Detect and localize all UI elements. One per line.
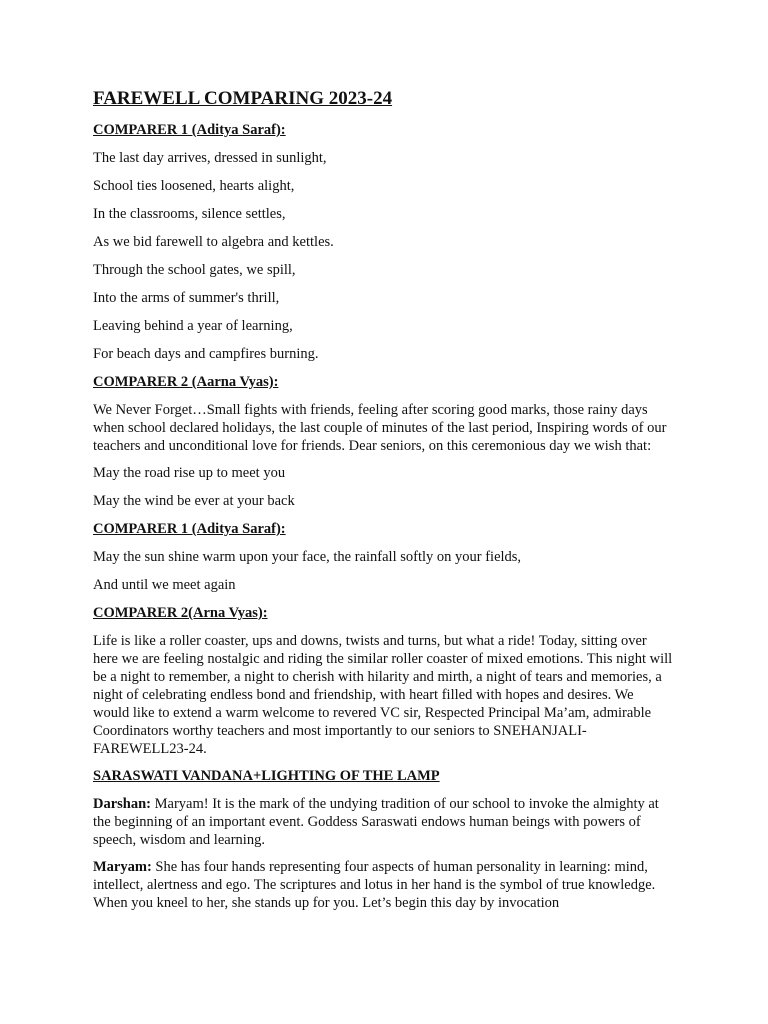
poem-line: School ties loosened, hearts alight, xyxy=(93,178,295,194)
poem-line: For beach days and campfires burning. xyxy=(93,346,319,362)
speaker-name: Maryam: xyxy=(93,859,152,875)
poem-line: As we bid farewell to algebra and kettles. xyxy=(93,234,334,250)
document-title: FAREWELL COMPARING 2023-24 xyxy=(93,88,393,109)
section-heading-comparer-2-again: COMPARER 2(Arna Vyas): xyxy=(93,605,268,621)
paragraph: We Never Forget…Small fights with friends, feeling after scoring good marks, those rainy days when school declared holidays, the last couple of minutes of the last period, Inspiring words of our teachers and unconditional love for friends. Dear seniors, on this ceremonious day we wish that: xyxy=(93,402,667,454)
dialogue-text: She has four hands representing four aspects of human personality in learning: mind, intellect, alertness and ego. The scriptures and lotus in her hand is the symbol of true knowledge. When you kneel to her, she stands up for you. Let’s begin this day by invocation xyxy=(93,859,656,911)
section-heading-comparer-1: COMPARER 1 (Aditya Saraf): xyxy=(93,122,286,138)
wish-line: May the wind be ever at your back xyxy=(93,493,295,509)
document-page xyxy=(93,86,673,921)
poem-line: Leaving behind a year of learning, xyxy=(93,318,293,334)
paragraph: Life is like a roller coaster, ups and downs, twists and turns, but what a ride! Today, sitting over here we are feeling nostalgic and riding the similar roller coaster of mixed emotions. This night will be a night to remember, a night to cherish with hilarity and mirth, a night of tears and memories, a night of celebrating endless bond and friendship, with heart filled with hopes and desires. We would like to extend a warm welcome to revered VC sir, Respected Principal Ma’am, admirable Coordinators worthy teachers and most importantly to our seniors to SNEHANJALI-FAREWELL23-24. xyxy=(93,633,673,757)
dialogue-text: Maryam! It is the mark of the undying tradition of our school to invoke the almighty at the beginning of an important event. Goddess Saraswati endows human beings with powers of speech, wisdom and learning. xyxy=(93,796,659,848)
poem-line: Through the school gates, we spill, xyxy=(93,262,296,278)
poem-line: In the classrooms, silence settles, xyxy=(93,206,286,222)
wish-line: And until we meet again xyxy=(93,577,236,593)
dialogue-paragraph xyxy=(93,858,673,912)
wish-line: May the sun shine warm upon your face, the rainfall softly on your fields, xyxy=(93,549,522,565)
dialogue-paragraph xyxy=(93,795,673,849)
poem-line: Into the arms of summer's thrill, xyxy=(93,290,280,306)
poem-line: The last day arrives, dressed in sunlight, xyxy=(93,150,327,166)
speaker-name: Darshan: xyxy=(93,796,152,812)
section-heading-comparer-2: COMPARER 2 (Aarna Vyas): xyxy=(93,374,279,390)
section-heading-saraswati-vandana: SARASWATI VANDANA+LIGHTING OF THE LAMP xyxy=(93,768,440,784)
wish-line: May the road rise up to meet you xyxy=(93,465,286,481)
section-heading-comparer-1-again: COMPARER 1 (Aditya Saraf): xyxy=(93,521,286,537)
